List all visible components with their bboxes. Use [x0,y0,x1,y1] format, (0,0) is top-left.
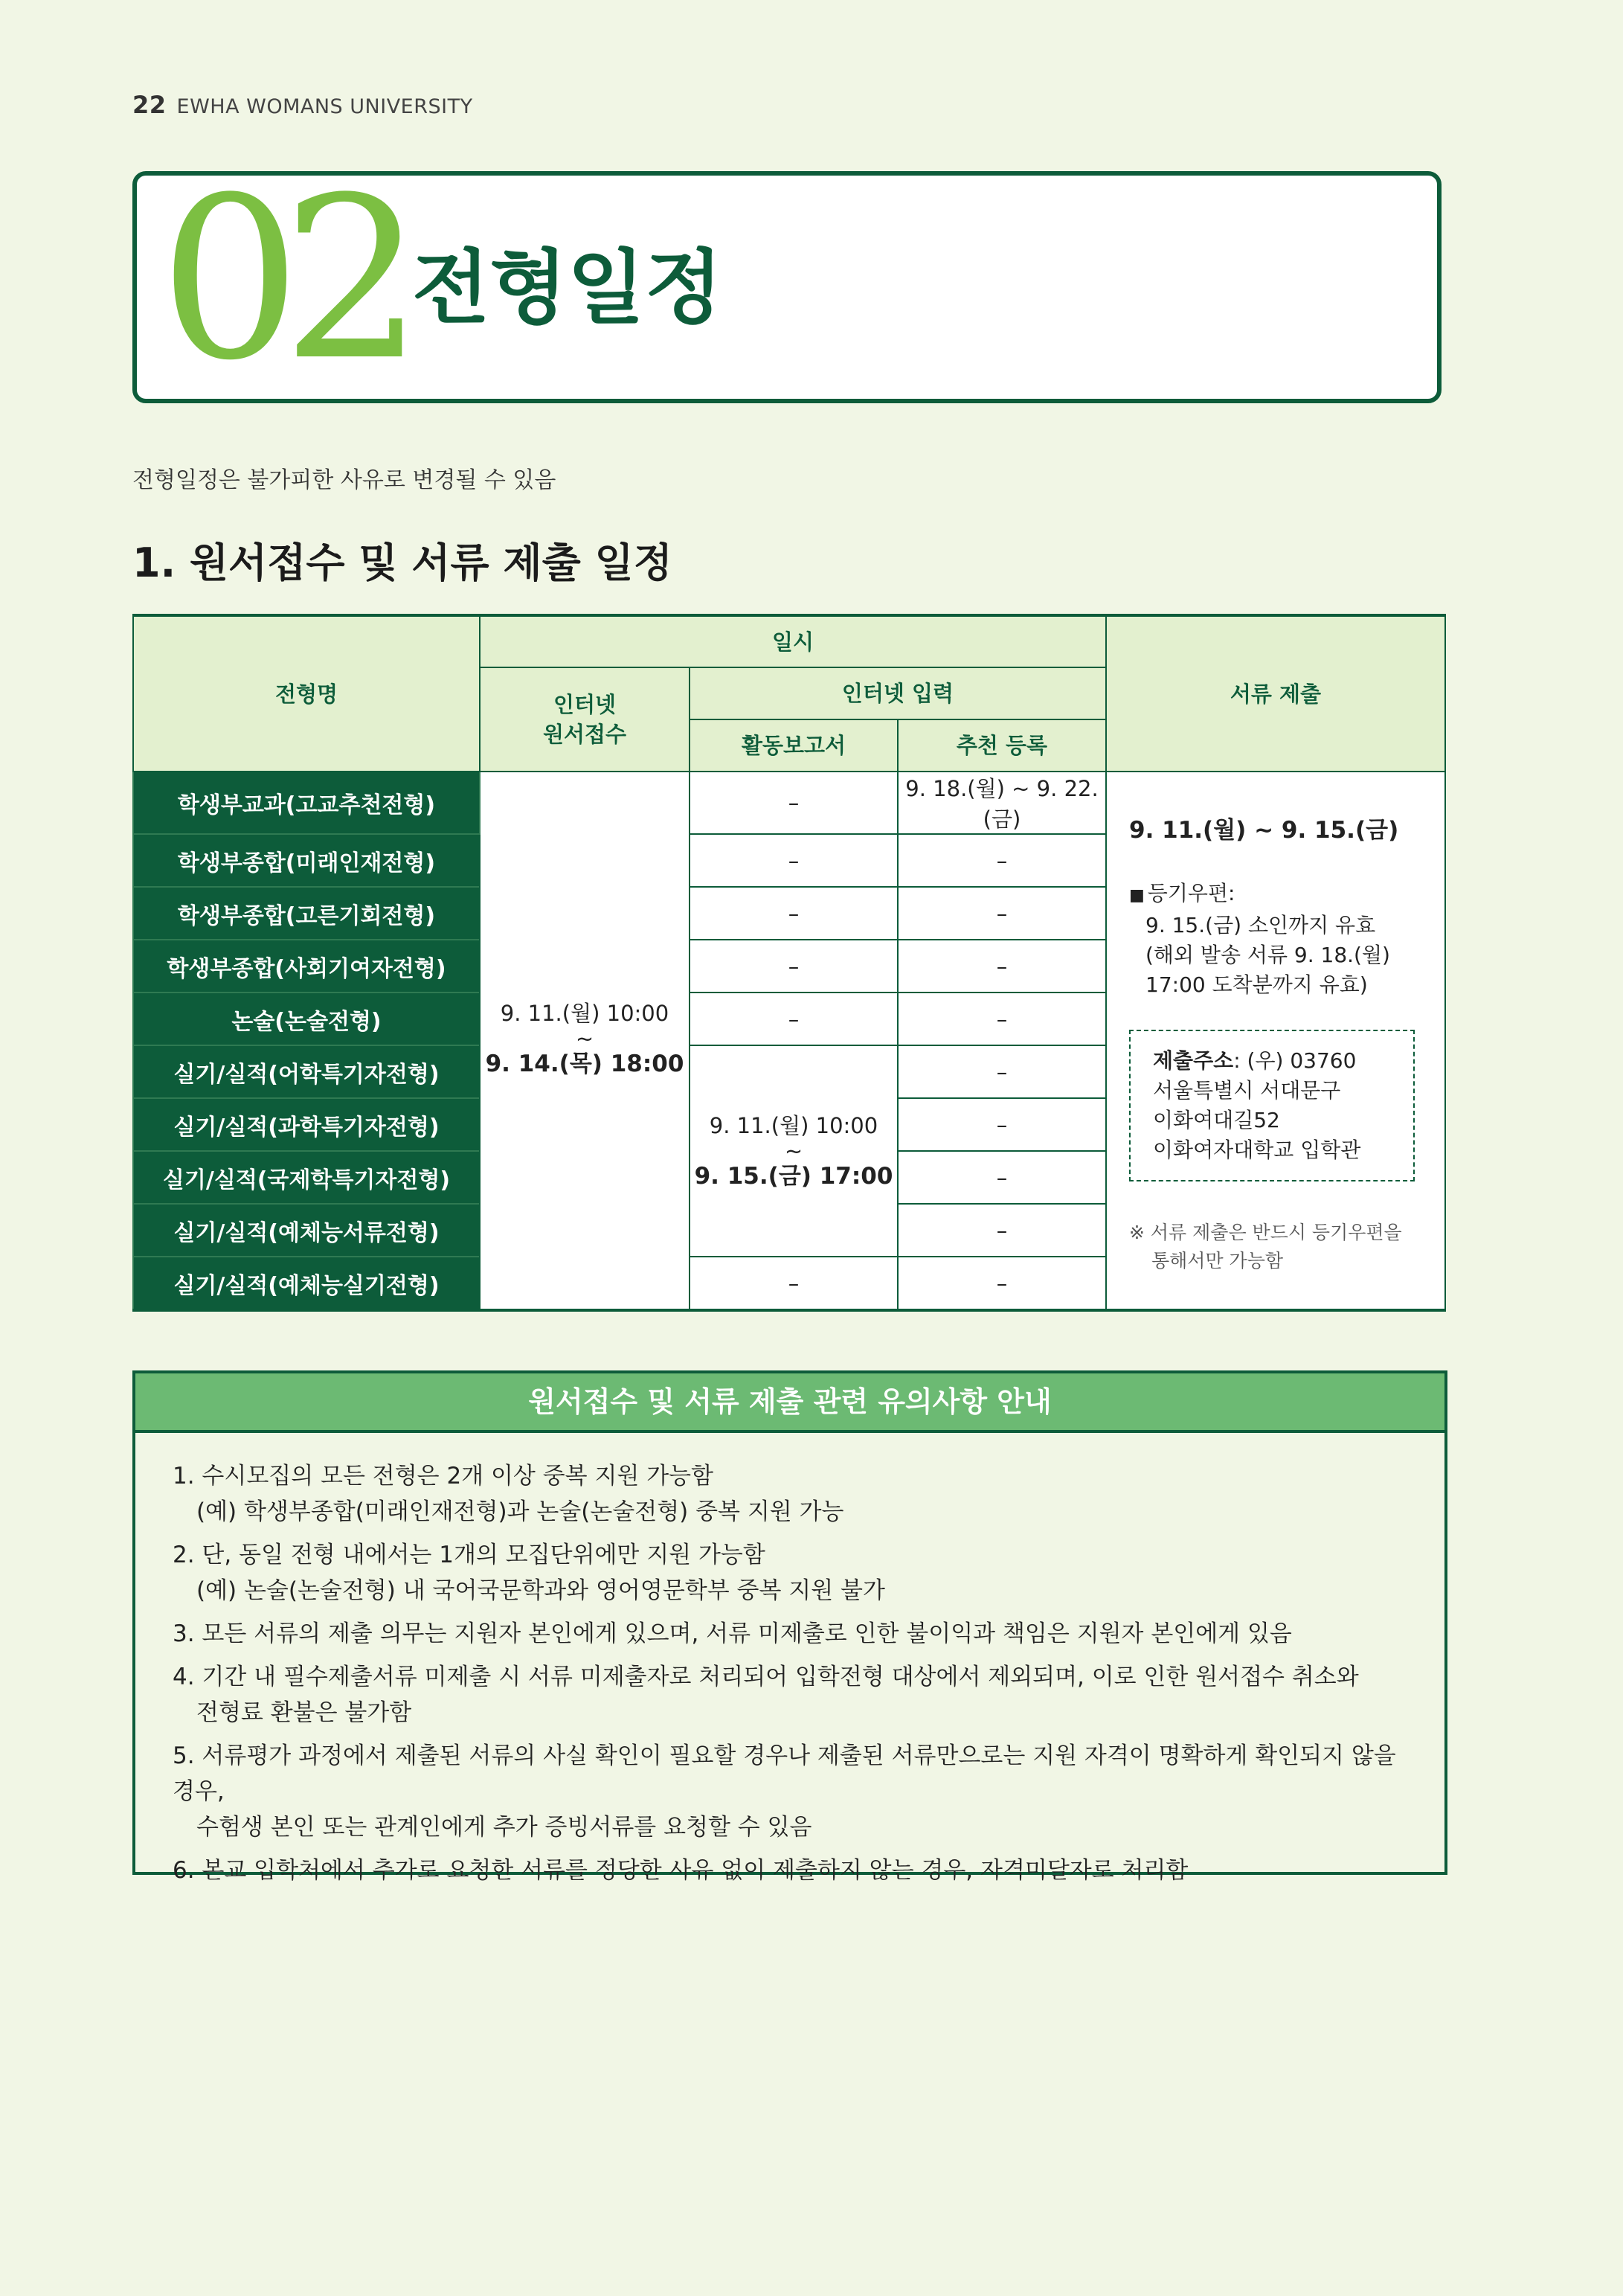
online-period-cell [480,772,690,1310]
row-name: 논술(논술전형) [133,993,480,1045]
schedule-table [132,614,1446,1312]
recommend-cell: – [898,1151,1106,1204]
header-online-application [480,667,690,772]
recommend-cell: – [898,1045,1106,1098]
header-name: 전형명 [133,615,480,772]
recommend-cell: – [898,1098,1106,1151]
activity-cell: – [690,993,898,1045]
recommend-cell: 9. 18.(월) ~ 9. 22.(금) [898,772,1106,834]
page-header [132,91,473,119]
address-postcode: : (우) 03760 [1233,1048,1357,1073]
notice-item-text: 2. 단, 동일 전형 내에서는 1개의 모집단위에만 지원 가능함 [173,1542,765,1568]
header-schedule: 일시 [480,615,1106,667]
registered-mail-line1: 9. 15.(금) 소인까지 유효 [1145,913,1376,937]
notice-item-text: 1. 수시모집의 모든 전형은 2개 이상 중복 지원 가능함 [173,1463,714,1489]
activity-cell: – [690,940,898,993]
recommend-cell: – [898,940,1106,993]
header-online-input: 인터넷 입력 [690,667,1106,719]
online-period-tilde: ~ [575,1025,594,1051]
row-name: 학생부종합(미래인재전형) [133,834,480,887]
recommend-cell: – [898,887,1106,940]
registered-mail-line2: (해외 발송 서류 9. 18.(월) [1145,943,1390,967]
header-online-app-line1: 인터넷 [553,692,617,717]
notice-item-text: 6. 본교 입학처에서 추가로 요청한 서류를 정당한 사유 없이 제출하지 않는 경우, 자격미달자로 처리함 [173,1857,1189,1884]
activity-cell: – [690,834,898,887]
row-name: 학생부종합(고른기회전형) [133,887,480,940]
documents-footnote [1129,1219,1422,1275]
address-label: 제출주소 [1153,1048,1234,1073]
address-line2: 이화여대길52 [1153,1108,1280,1132]
schedule-note: 전형일정은 불가피한 사유로 변경될 수 있음 [132,467,556,493]
header-recommendation: 추천 등록 [898,719,1106,772]
notice-item [173,1659,1407,1731]
registered-mail-line3: 17:00 도착분까지 유효) [1145,972,1368,997]
row-name: 학생부종합(사회기여자전형) [133,940,480,993]
recommend-cell: – [898,993,1106,1045]
footnote-line1: ※ 서류 제출은 반드시 등기우편을 [1129,1222,1402,1243]
footnote-line2: 통해서만 가능함 [1151,1250,1283,1272]
table-row [133,772,1445,834]
address-line1: 서울특별시 서대문구 [1153,1078,1341,1103]
notice-item-text: 3. 모든 서류의 제출 의무는 지원자 본인에게 있으며, 서류 미제출로 인한 불이익과 책임은 지원자 본인에게 있음 [173,1620,1292,1647]
documents-date: 9. 11.(월) ~ 9. 15.(금) [1129,817,1399,844]
header-activity-report: 활동보고서 [690,719,898,772]
page-number: 22 [132,91,167,119]
notice-item [173,1616,1407,1652]
recommend-cell: – [898,1204,1106,1257]
chapter-title-box [132,150,1442,409]
university-name: EWHA WOMANS UNIVERSITY [176,95,473,118]
online-period-start: 9. 11.(월) 10:00 [500,1000,669,1026]
row-name: 실기/실적(과학특기자전형) [133,1098,480,1151]
activity-period-tilde: ~ [784,1138,803,1164]
notice-item-subtext: 수험생 본인 또는 관계인에게 추가 증빙서류를 요청할 수 있음 [196,1814,812,1841]
notice-item-subtext: 전형료 환불은 불가함 [196,1699,412,1726]
row-name: 실기/실적(국제학특기자전형) [133,1151,480,1204]
notice-item [173,1853,1407,1888]
notice-item-subtext: (예) 논술(논술전형) 내 국어국문학과와 영어영문학부 중복 지원 불가 [196,1577,885,1604]
registered-mail-title: 등기우편: [1147,881,1235,905]
section-title: 1. 원서접수 및 서류 제출 일정 [132,539,672,586]
row-name: 실기/실적(예체능실기전형) [133,1257,480,1310]
notice-item [173,1738,1407,1845]
notice-title: 원서접수 및 서류 제출 관련 유의사항 안내 [135,1373,1444,1433]
recommend-cell: – [898,834,1106,887]
activity-cell: – [690,887,898,940]
chapter-number: 02 [159,150,405,409]
chapter-title: 전형일정 [412,242,723,335]
notice-item-text: 4. 기간 내 필수제출서류 미제출 시 서류 미제출자로 처리되어 입학전형 대상에서 제외되며, 이로 인한 원서접수 취소와 [173,1664,1359,1690]
activity-period-start: 9. 11.(월) 10:00 [709,1113,878,1138]
documents-cell [1106,772,1445,1310]
row-name: 학생부교과(고교추천전형) [133,772,480,834]
header-online-app-line2: 원서접수 [542,722,627,747]
notice-box [132,1370,1447,1884]
row-name: 실기/실적(예체능서류전형) [133,1204,480,1257]
activity-cell: – [690,772,898,834]
activity-cell: – [690,1257,898,1310]
square-bullet-icon: ■ [1129,886,1145,905]
header-documents: 서류 제출 [1106,615,1445,772]
registered-mail-info [1129,879,1422,1000]
notice-item [173,1458,1407,1530]
address-box [1129,1030,1415,1181]
row-name: 실기/실적(어학특기자전형) [133,1045,480,1098]
notice-item-subtext: (예) 학생부종합(미래인재전형)과 논술(논술전형) 중복 지원 가능 [196,1498,844,1525]
notice-list [135,1433,1444,1888]
notice-item [173,1537,1407,1609]
notice-item-text: 5. 서류평가 과정에서 제출된 서류의 사실 확인이 필요할 경우나 제출된 서류만으로는 지원 자격이 명확하게 확인되지 않을 경우, [173,1742,1396,1805]
recommend-cell: – [898,1257,1106,1310]
activity-period-cell [690,1045,898,1257]
address-line3: 이화여자대학교 입학관 [1153,1138,1361,1162]
online-period-end: 9. 14.(목) 18:00 [485,1050,684,1077]
activity-period-end: 9. 15.(금) 17:00 [694,1163,893,1190]
